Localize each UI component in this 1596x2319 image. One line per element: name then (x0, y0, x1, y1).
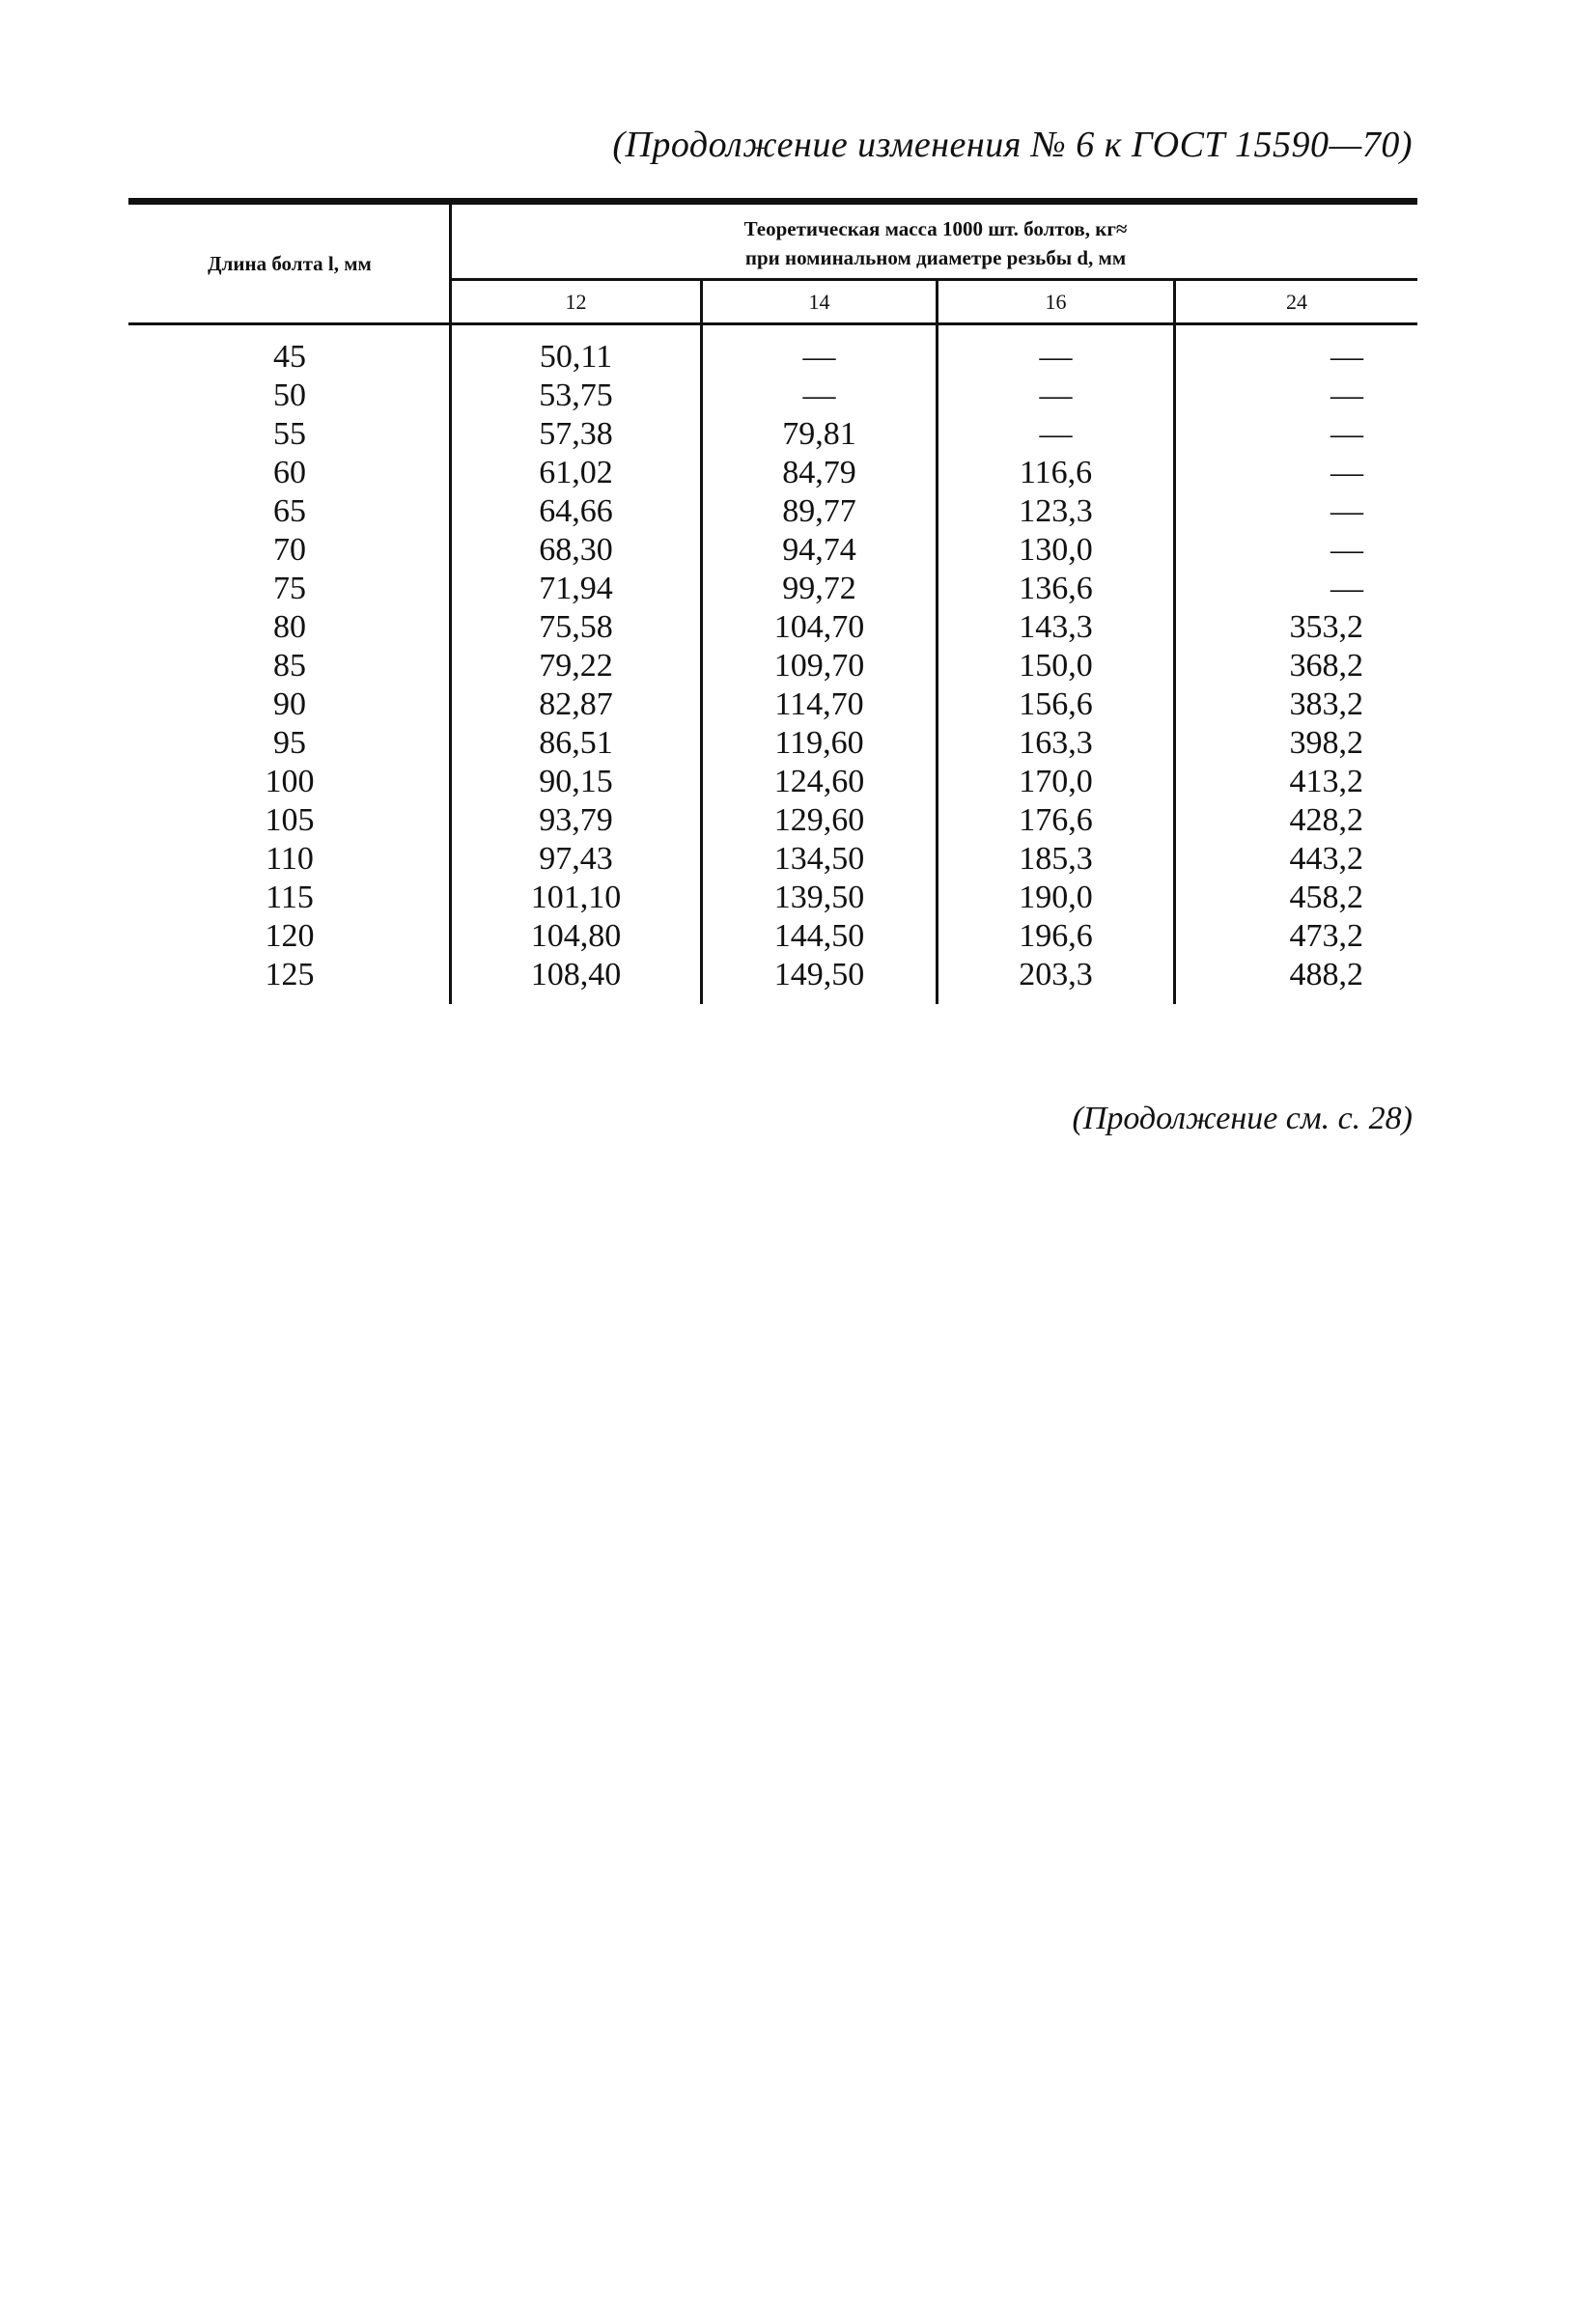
table-cell: 203,3 (1019, 957, 1093, 992)
table-cell: 79,81 (782, 416, 856, 452)
table-cell: 143,3 (1019, 609, 1093, 645)
table-cell: 57,38 (539, 416, 613, 452)
table-cell: 383,2 (1289, 686, 1363, 722)
table-cell: 101,10 (530, 880, 622, 915)
table-cell: 75 (273, 571, 306, 606)
table-cell: 90 (273, 686, 306, 722)
table-cell: 116,6 (1019, 455, 1093, 490)
table-cell: 130,0 (1019, 532, 1093, 568)
table-cell: 70 (273, 532, 306, 568)
table-cell: 82,87 (539, 686, 613, 722)
table-cell: 109,70 (773, 648, 865, 684)
diameter-header-14: 14 (808, 289, 830, 314)
col-d12 (452, 338, 700, 994)
col-bolt-length (128, 338, 451, 994)
table-cell: 89,77 (782, 493, 856, 529)
bolt-length-header: Длина болта l, мм (208, 251, 372, 275)
table-cell: 139,50 (773, 880, 865, 915)
table-cell: — (1330, 339, 1363, 375)
table-cell: 104,80 (530, 918, 622, 954)
table-cell: 90,15 (539, 764, 613, 799)
table-cell: 124,60 (773, 764, 865, 799)
table-cell: 71,94 (539, 571, 613, 606)
table-cell: — (1330, 377, 1363, 413)
table-cell: 115 (266, 880, 314, 915)
table-cell: 50,11 (539, 339, 613, 375)
table-cell: 136,6 (1019, 571, 1093, 606)
diameter-header-16: 16 (1045, 289, 1067, 314)
table-cell: — (1039, 339, 1073, 375)
mass-span-header (454, 209, 1417, 278)
table-cell: 149,50 (773, 957, 865, 992)
table-cell: 134,50 (773, 841, 865, 877)
table-cell: — (1330, 532, 1363, 568)
table-cell: 97,43 (539, 841, 613, 877)
table-cell: 156,6 (1019, 686, 1093, 722)
table-cell: — (1330, 416, 1363, 452)
table-cell: — (1330, 571, 1363, 606)
col-d24 (1176, 338, 1417, 994)
table-cell: 86,51 (539, 725, 613, 761)
table-cell: — (1330, 493, 1363, 529)
table-cell: 105 (265, 802, 315, 838)
table-cell: 65 (273, 493, 306, 529)
table-cell: 353,2 (1289, 609, 1363, 645)
table-cell: 110 (266, 841, 314, 877)
table-cell: 99,72 (782, 571, 856, 606)
mass-span-header-line1: Теоретическая масса 1000 шт. болтов, кг≈ (743, 217, 1128, 240)
table-cell: 123,3 (1019, 493, 1093, 529)
table-cell: 443,2 (1289, 841, 1363, 877)
page-footer: (Продолжение см. с. 28) (1072, 1101, 1413, 1136)
table-cell: 85 (273, 648, 306, 684)
table-cell: 473,2 (1289, 918, 1363, 954)
table-cell: 119,60 (774, 725, 864, 761)
table-cell: 458,2 (1289, 880, 1363, 915)
table-cell: 108,40 (530, 957, 622, 992)
table-header-bottom-rule (128, 322, 1417, 325)
col-d14 (703, 338, 936, 994)
table-cell: 114,70 (774, 686, 864, 722)
table-cell: 190,0 (1019, 880, 1093, 915)
table-cell: 144,50 (773, 918, 865, 954)
table-cell: 79,22 (539, 648, 613, 684)
table-cell: 163,3 (1019, 725, 1093, 761)
table-cell: 104,70 (773, 609, 865, 645)
table-cell: 488,2 (1289, 957, 1363, 992)
page-header: (Продолжение изменения № 6 к ГОСТ 15590—70) (612, 125, 1413, 165)
table-cell: 75,58 (539, 609, 613, 645)
table-cell: 176,6 (1019, 802, 1093, 838)
table-cell: — (1039, 416, 1073, 452)
table-cell: — (1039, 377, 1073, 413)
table-cell: — (802, 339, 836, 375)
table-cell: 170,0 (1019, 764, 1093, 799)
diameter-header-24: 24 (1286, 289, 1307, 314)
table-cell: 185,3 (1019, 841, 1093, 877)
table-top-rule (128, 198, 1417, 205)
table-cell: 93,79 (539, 802, 613, 838)
table-cell: 84,79 (782, 455, 856, 490)
table-cell: 368,2 (1289, 648, 1363, 684)
table-cell: 45 (273, 339, 306, 375)
col-d16 (938, 338, 1173, 994)
table-cell: 95 (273, 725, 306, 761)
table-cell: 61,02 (539, 455, 613, 490)
table-cell: 64,66 (539, 493, 613, 529)
table-cell: 413,2 (1289, 764, 1363, 799)
table-cell: 129,60 (773, 802, 865, 838)
table-cell: 55 (273, 416, 306, 452)
table-cell: 60 (273, 455, 306, 490)
table-cell: 150,0 (1019, 648, 1093, 684)
diameter-header-12: 12 (565, 289, 587, 314)
table-cell: — (1330, 455, 1363, 490)
table-cell: 398,2 (1289, 725, 1363, 761)
table-cell: 120 (265, 918, 315, 954)
table-cell: 196,6 (1019, 918, 1093, 954)
table-cell: — (802, 377, 836, 413)
table-cell: 100 (265, 764, 315, 799)
mass-span-header-line2: при номинальном диаметре резьбы d, мм (744, 246, 1127, 269)
table-cell: 125 (265, 957, 315, 992)
table-cell: 94,74 (782, 532, 856, 568)
table-cell: 68,30 (539, 532, 613, 568)
table-cell: 50 (273, 377, 306, 413)
table-cell: 428,2 (1289, 802, 1363, 838)
table-cell: 53,75 (539, 377, 613, 413)
table-cell: 80 (273, 609, 306, 645)
